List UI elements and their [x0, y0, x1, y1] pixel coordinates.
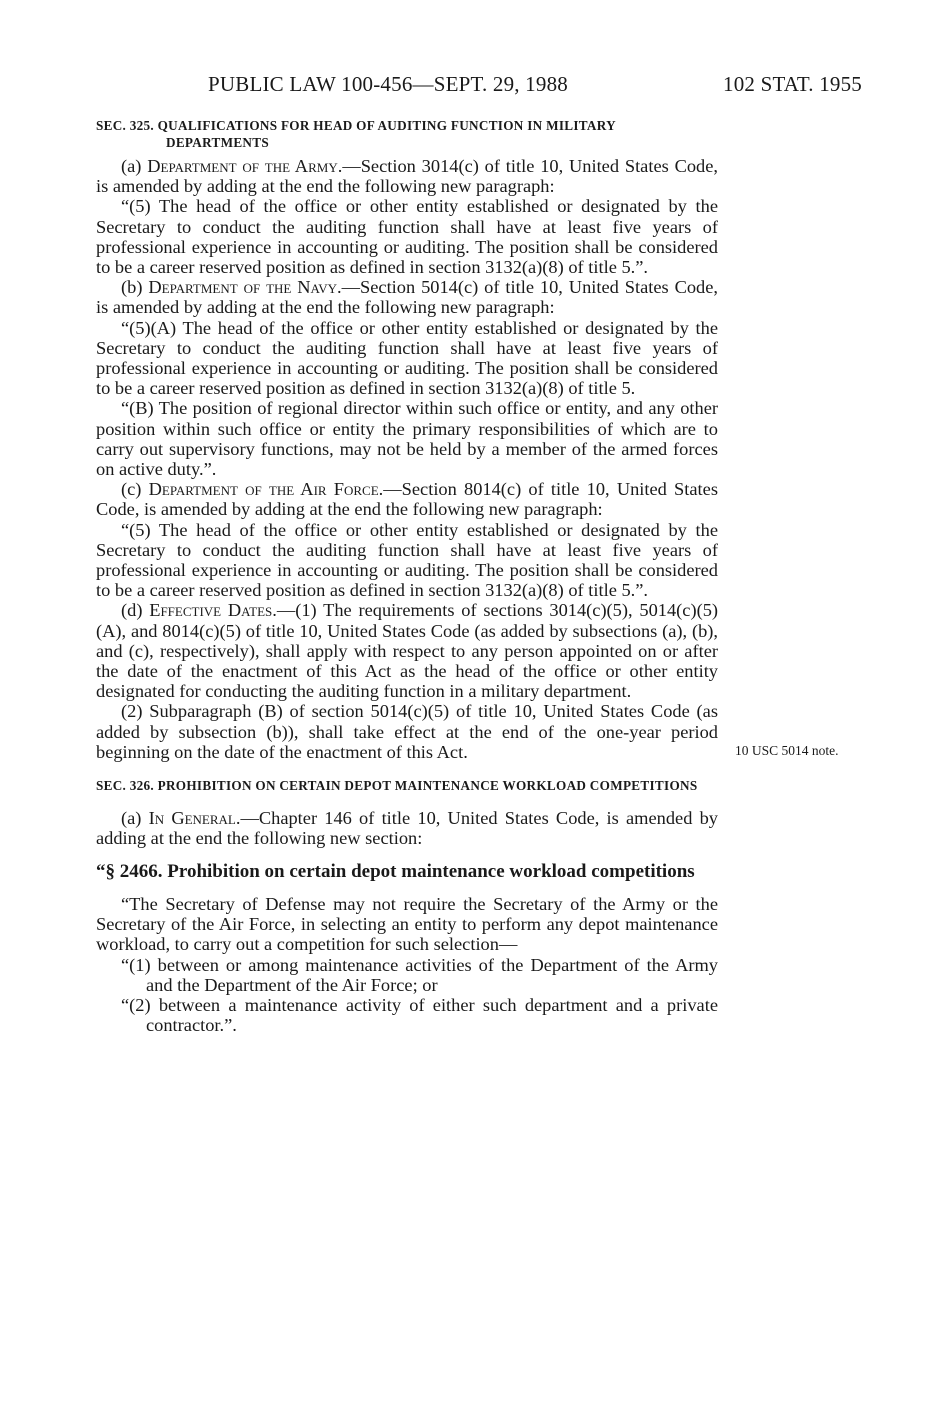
- subsection-label: (d): [121, 600, 150, 621]
- list-item: “(1) between or among maintenance activities of the Department of the Army and the Department of the Air Force; or: [121, 954, 718, 995]
- subsection-caption: Department of the Navy: [148, 277, 338, 298]
- subsection-text: .—Section 3014(c) of title 10, United States Code, is amended by adding at the end the following new paragraph:: [96, 156, 718, 197]
- subsection-caption: Effective Dates: [149, 600, 273, 621]
- list-item: “(2) between a maintenance activity of either such department and a private contractor.”.: [121, 995, 718, 1036]
- subsection-label: (a): [121, 156, 148, 176]
- section-326-heading: SEC. 326. PROHIBITION ON CERTAIN DEPOT MAINTENANCE WORKLOAD COMPETITIONS: [96, 778, 698, 794]
- subsection-text: .—Chapter 146 of title 10, United States Code, is amended by adding at the end the following new section:: [96, 807, 718, 848]
- quoted-paragraph-air-force: “(5) The head of the office or other entity established or designated by the Secretary to conduct the auditing function shall have at least five years of professional experience in accounting or auditing. The position shall be considered to be a career reserved position as defined in section 3132(a)(8) of title 5.”.: [96, 519, 718, 601]
- subsection-text: .—Section 5014(c) of title 10, United States Code, is amended by adding at the end the following new paragraph:: [96, 277, 718, 318]
- quoted-paragraph-navy-b: “(B) The position of regional director within such office or entity, and any other position within such office or entity the primary responsibilities of which are to carry out supervisory functions, may not be held by a member of the armed forces on active duty.”.: [96, 398, 718, 480]
- quoted-paragraph-army: “(5) The head of the office or other entity established or designated by the Secretary to conduct the auditing function shall have at least five years of professional experience in accounting or auditing. The position shall be considered to be a career reserved position as defined in section 3132(a)(8) of title 5.”.: [96, 196, 718, 278]
- section-2466-body: “The Secretary of Defense may not require the Secretary of the Army or the Secretary of the Air Force, in selecting an entity to perform any depot maintenance workload, to carry out a competition for such selection—: [96, 894, 718, 955]
- subsection-caption: Department of the Army: [147, 156, 338, 176]
- subsection-caption: Department of the Air Force: [148, 479, 379, 500]
- main-text-column: [96, 118, 718, 1035]
- subsection-label: (c): [121, 479, 149, 500]
- subsection-325-a: [96, 156, 718, 196]
- margin-note: 10 USC 5014 note.: [735, 743, 839, 758]
- section-325-heading: SEC. 325. QUALIFICATIONS FOR HEAD OF AUDITING FUNCTION IN MILITARY DEPARTMENTS: [96, 118, 616, 150]
- page-header: [96, 72, 862, 102]
- subsection-325-c: [96, 479, 718, 519]
- subsection-325-d: [96, 600, 718, 701]
- subsection-326-a: [96, 808, 718, 848]
- section-2466-heading: “§ 2466. Prohibition on certain depot maintenance workload competitions: [96, 861, 695, 882]
- subsection-text: .—(1) The requirements of sections 3014(c)(5), 5014(c)(5)(A), and 8014(c)(5) of title 10, United States Code (as added by subsections (a), (b), and (c), respectively), shall apply with respect to any person appointed on or after the date of the enactment of this Act as the head of the office or other entity designated for conducting the auditing function in a military department.: [96, 600, 719, 702]
- stat-page-citation: 102 STAT. 1955: [723, 72, 862, 96]
- subsection-caption: In General: [148, 807, 236, 828]
- public-law-citation: PUBLIC LAW 100-456—SEPT. 29, 1988: [208, 72, 568, 96]
- subsection-label: (b): [121, 277, 149, 298]
- paragraph-325-d-2: (2) Subparagraph (B) of section 5014(c)(5) of title 10, United States Code (as added by subsection (b)), shall take effect at the end of the one-year period beginning on the date of the enactment of this Act.: [96, 701, 718, 762]
- subsection-label: (a): [121, 807, 149, 828]
- subsection-325-b: [96, 277, 718, 317]
- quoted-paragraph-navy-a: “(5)(A) The head of the office or other entity established or designated by the Secretary to conduct the auditing function shall have at least five years of professional experience in accounting or auditing. The position shall be considered to be a career reserved position as defined in section 3132(a)(8) of title 5.: [96, 317, 718, 399]
- subsection-text: .—Section 8014(c) of title 10, United States Code, is amended by adding at the end the following new paragraph:: [96, 479, 718, 520]
